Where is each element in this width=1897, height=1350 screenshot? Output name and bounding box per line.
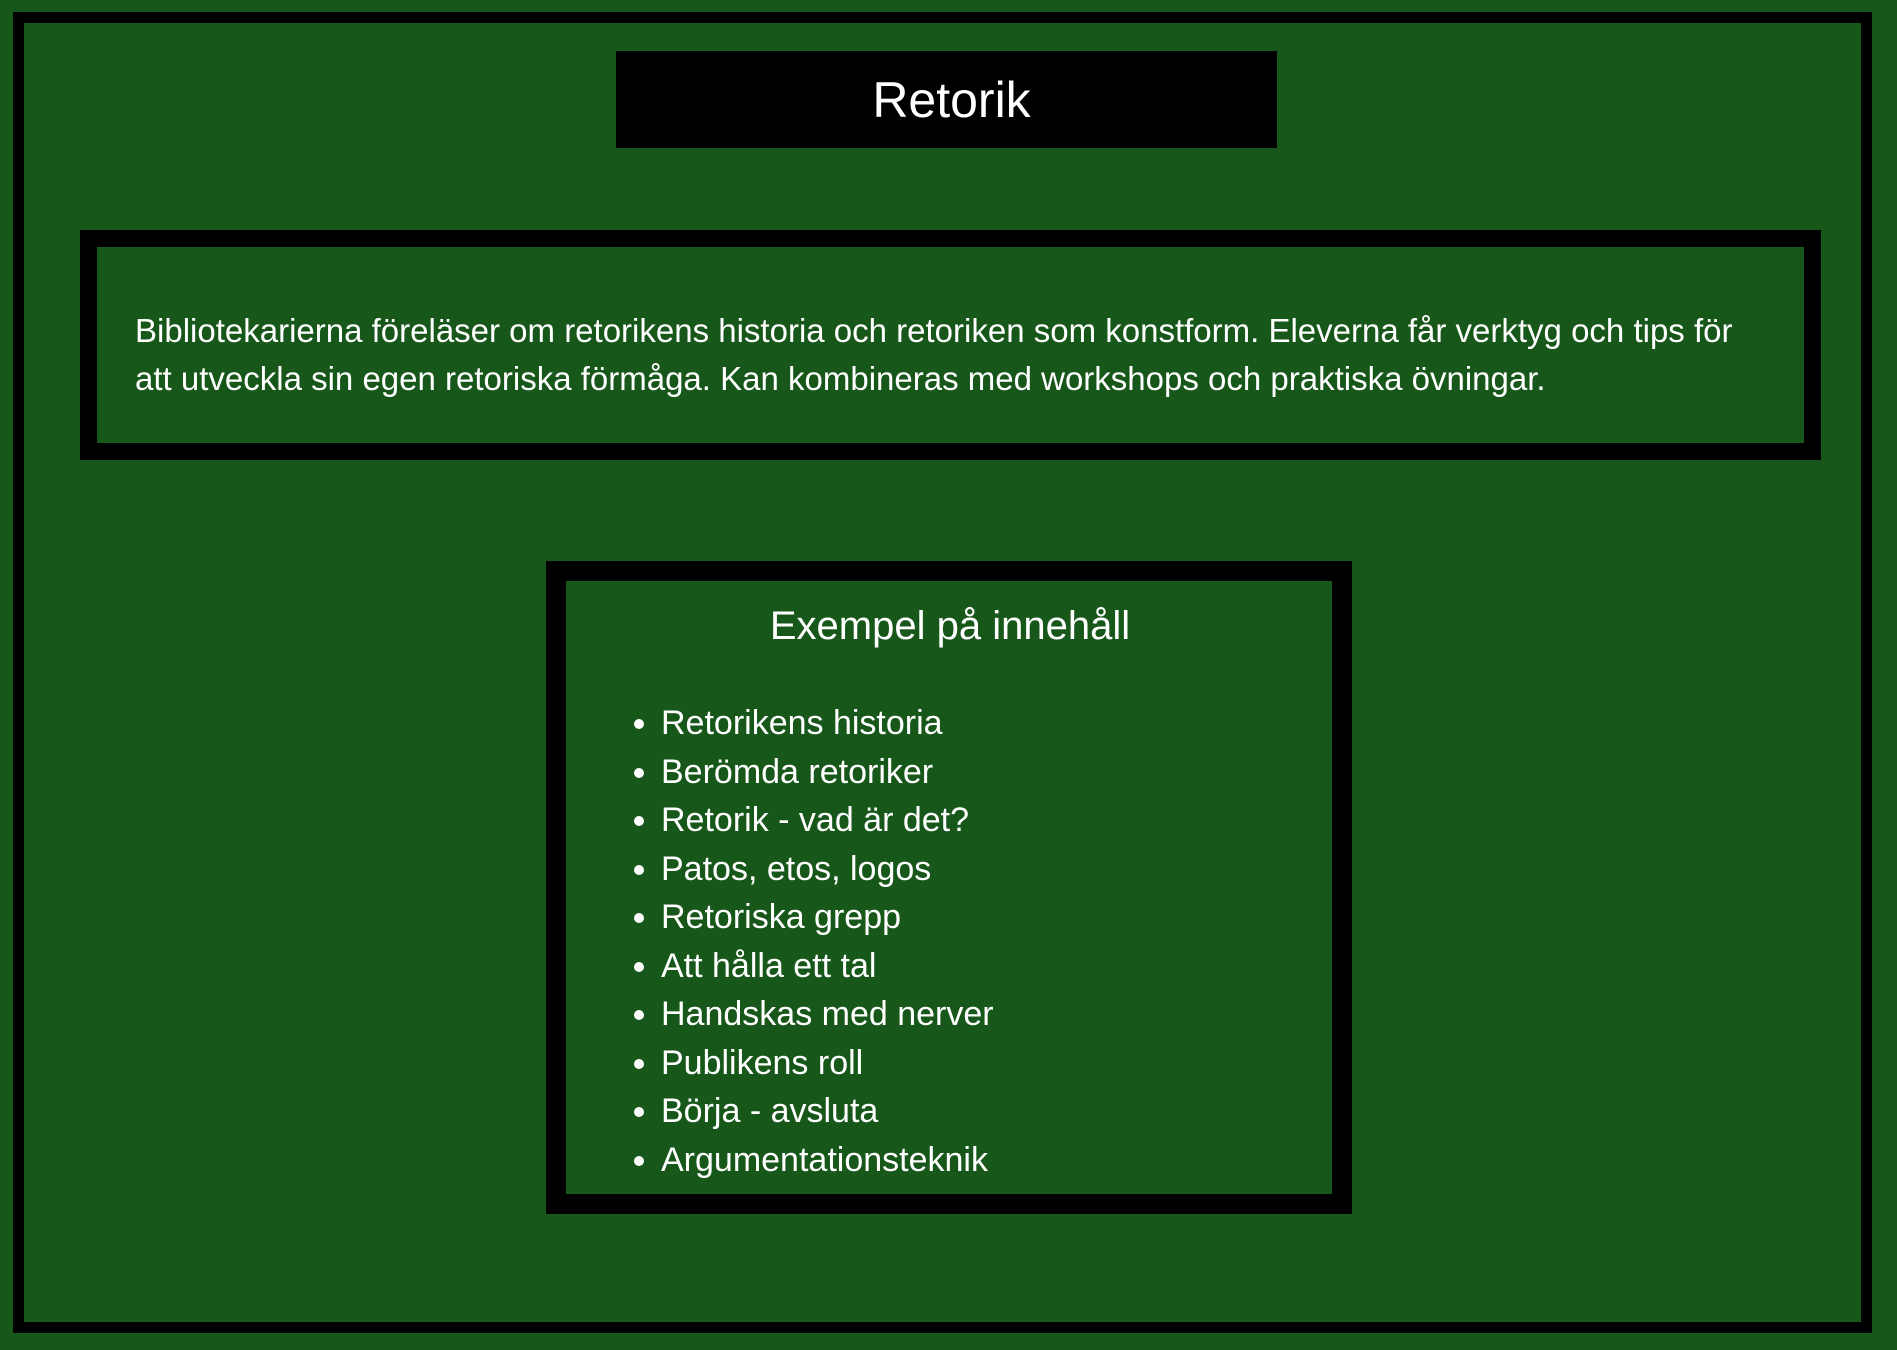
content-heading: Exempel på innehåll xyxy=(769,604,1131,648)
list-item: • Argumentationsteknik xyxy=(661,1136,1332,1185)
content-box xyxy=(546,561,1352,1214)
page-title: Retorik xyxy=(872,71,1031,128)
list-item: • Börja - avsluta xyxy=(661,1087,1332,1136)
list-item: • Berömda retoriker xyxy=(661,748,1332,797)
list-item: • Retorik - vad är det? xyxy=(661,796,1332,845)
list-item: • Patos, etos, logos xyxy=(661,845,1332,894)
list-item: • Retorikens historia xyxy=(661,699,1332,748)
list-item: • Retoriska grepp xyxy=(661,893,1332,942)
description-text: Bibliotekarierna föreläser om retorikens historia och retoriken som konstform. Eleverna får verktyg och tips för att utveckla sin egen retoriska förmåga. Kan kombineras med workshops och praktiska övningar. xyxy=(135,312,1733,397)
description-box xyxy=(80,230,1821,460)
list-item: • Att hålla ett tal xyxy=(661,942,1332,991)
title-banner xyxy=(616,51,1277,148)
list-item: • Publikens roll xyxy=(661,1039,1332,1088)
list-item: • Handskas med nerver xyxy=(661,990,1332,1039)
content-list xyxy=(566,699,1332,1184)
